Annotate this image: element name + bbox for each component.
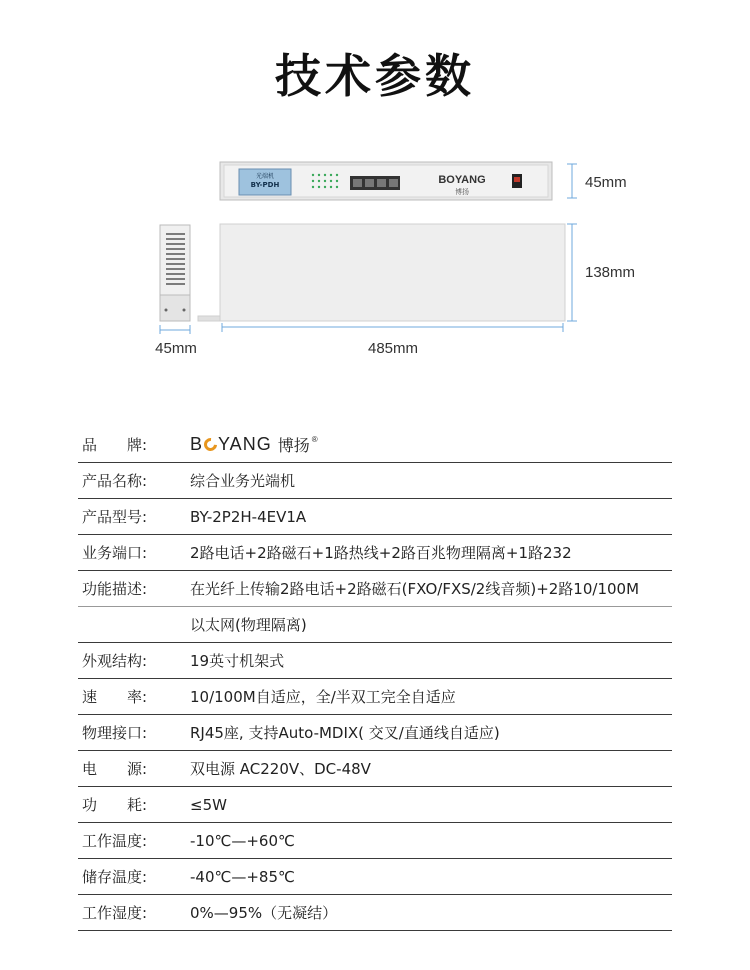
spec-value: 在光纤上传输2路电话+2路磁石(FXO/FXS/2线音频)+2路10/100M [190, 571, 672, 607]
spec-value: BY-2P2H-4EV1A [190, 499, 672, 535]
top-panel [220, 224, 565, 321]
front-panel [220, 162, 552, 200]
spec-value: 综合业务光端机 [190, 463, 672, 499]
spec-label: 业务端口: [78, 535, 190, 571]
spec-value: ≤5W [190, 787, 672, 823]
device-dimension-drawing [0, 150, 750, 370]
top-depth-label: 138mm [585, 264, 636, 281]
spec-row [78, 679, 672, 715]
power-switch-icon [512, 174, 522, 188]
spec-row [78, 607, 672, 643]
top-depth-dimension [567, 224, 577, 321]
spec-value [190, 426, 672, 463]
spec-label [78, 607, 190, 643]
front-height-label: 45mm [585, 174, 627, 191]
length-label: 485mm [367, 340, 419, 357]
device-brand-cn: 博扬 [455, 188, 469, 196]
spec-label: 电 源: [78, 751, 190, 787]
brand-cn: 博扬 [277, 435, 310, 455]
spec-row [78, 571, 672, 607]
spec-value: -40℃—+85℃ [190, 859, 672, 895]
spec-value: 10/100M自适应，全/半双工完全自适应 [190, 679, 672, 715]
device-label-top: 光端机 [255, 173, 275, 180]
rack-ear [198, 316, 220, 321]
spec-row [78, 643, 672, 679]
spec-value: 2路电话+2路磁石+1路热线+2路百兆物理隔离+1路232 [190, 535, 672, 571]
spec-value: 0%—95%（无凝结） [190, 895, 672, 931]
side-width-dimension [160, 325, 190, 334]
device-label-model: BY-PDH [250, 181, 280, 189]
spec-label: 功能描述: [78, 571, 190, 607]
spec-label: 物理接口: [78, 715, 190, 751]
front-label-sticker [239, 169, 291, 195]
spec-label: 外观结构: [78, 643, 190, 679]
rj45-ports-icon [350, 176, 400, 190]
spec-row [78, 499, 672, 535]
spec-label: 速 率: [78, 679, 190, 715]
brand-o-icon [201, 435, 219, 453]
page-title: 技术参数 [275, 49, 475, 103]
length-dimension [222, 323, 563, 332]
spec-label: 品 牌: [78, 426, 190, 463]
spec-value: RJ45座, 支持Auto-MDIX( 交叉/直通线自适应) [190, 715, 672, 751]
spec-label: 产品名称: [78, 463, 190, 499]
spec-row [78, 535, 672, 571]
side-width-label: 45mm [155, 340, 197, 357]
registered-mark: ® [311, 434, 318, 444]
brand-en-prefix: B [190, 433, 204, 454]
spec-value: 以太网(物理隔离) [190, 607, 672, 643]
spec-value: 19英寸机架式 [190, 643, 672, 679]
spec-label: 工作湿度: [78, 895, 190, 931]
spec-row [78, 895, 672, 931]
spec-label: 功 耗: [78, 787, 190, 823]
spec-value: 双电源 AC220V、DC-48V [190, 751, 672, 787]
spec-row [78, 463, 672, 499]
front-height-dimension [567, 164, 577, 198]
spec-row [78, 751, 672, 787]
spec-label: 产品型号: [78, 499, 190, 535]
spec-row [78, 787, 672, 823]
spec-label: 工作温度: [78, 823, 190, 859]
side-panel [160, 225, 190, 321]
spec-row [78, 823, 672, 859]
brand-en-suffix: YANG [218, 433, 272, 454]
spec-value: -10℃—+60℃ [190, 823, 672, 859]
device-brand: BOYANG [438, 174, 486, 186]
brand-logo [190, 433, 318, 456]
spec-row [78, 715, 672, 751]
spec-row-brand [78, 426, 672, 463]
spec-table [78, 426, 672, 931]
spec-row [78, 859, 672, 895]
spec-label: 储存温度: [78, 859, 190, 895]
